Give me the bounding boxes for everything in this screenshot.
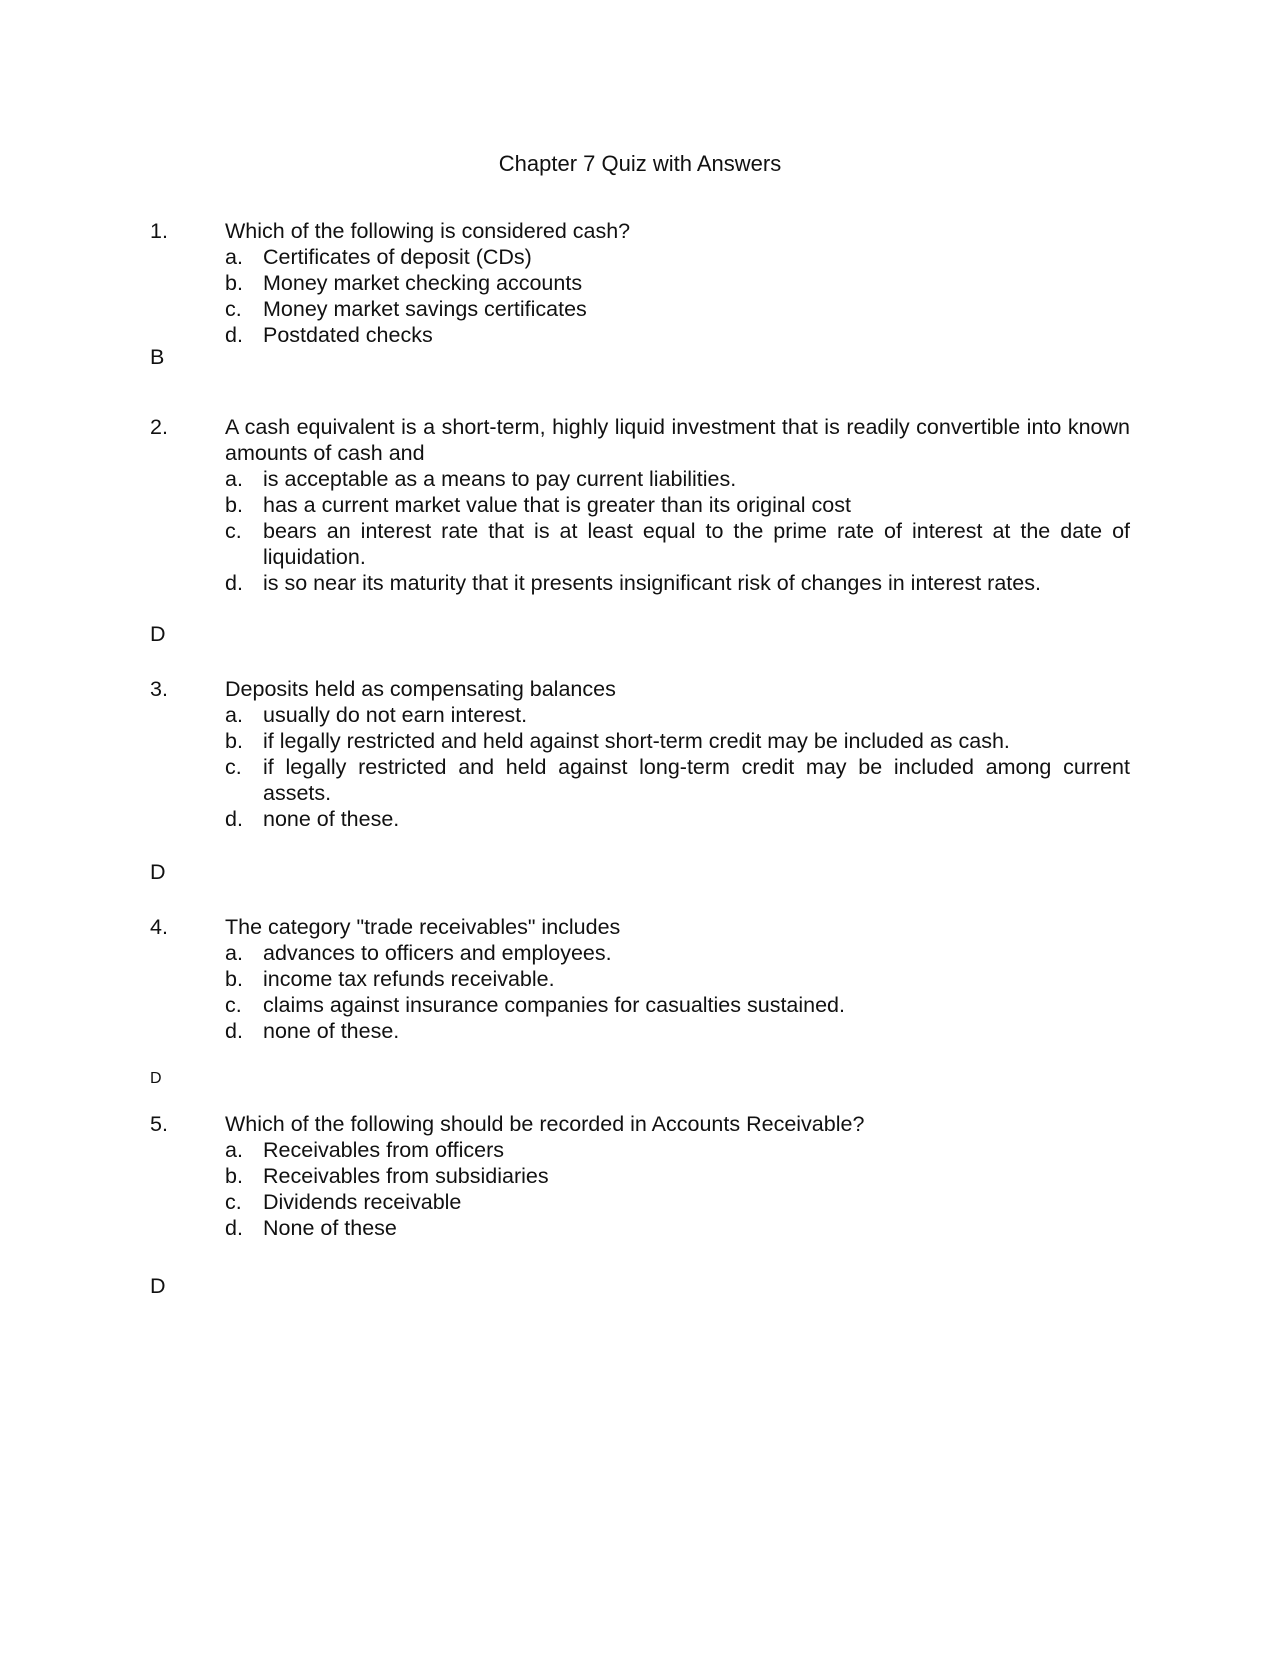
option-d: [225, 1018, 1130, 1044]
option-letter: b.: [225, 493, 243, 517]
option-letter: d.: [225, 807, 243, 831]
option-c: [225, 296, 1130, 322]
option-a: [225, 466, 1130, 492]
option-text: claims against insurance companies for casualties sustained.: [263, 993, 845, 1017]
option-b: [225, 966, 1130, 992]
question-stem: Deposits held as compensating balances: [225, 677, 616, 701]
question-4: [150, 914, 1130, 1044]
question-3: [150, 676, 1130, 832]
option-letter: b.: [225, 271, 243, 295]
question-header: [150, 914, 1130, 940]
answer-2: D: [150, 622, 166, 646]
option-b: [225, 1163, 1130, 1189]
option-d: [225, 1215, 1130, 1241]
option-c: [225, 992, 1130, 1018]
question-header: [150, 414, 1130, 466]
option-text: if legally restricted and held against long-term credit may be included among current assets.: [263, 755, 1130, 805]
option-text: advances to officers and employees.: [263, 941, 612, 965]
option-letter: a.: [225, 245, 243, 269]
option-letter: b.: [225, 729, 243, 753]
answer-5: D: [150, 1274, 166, 1298]
question-1: [150, 218, 1130, 348]
question-2: [150, 414, 1130, 596]
option-c: [225, 754, 1130, 806]
answer-3: D: [150, 860, 166, 884]
option-letter: a.: [225, 941, 243, 965]
option-text: none of these.: [263, 1019, 400, 1043]
option-d: [225, 322, 1130, 348]
option-text: if legally restricted and held against short-term credit may be included as cash.: [263, 729, 1010, 753]
option-letter: c.: [225, 519, 242, 543]
page-title: Chapter 7 Quiz with Answers: [498, 151, 782, 176]
question-stem: A cash equivalent is a short-term, highly liquid investment that is readily convertible into known amounts of cash and: [225, 415, 1130, 465]
option-text: bears an interest rate that is at least equal to the prime rate of interest at the date of liquidation.: [263, 519, 1130, 569]
question-stem: Which of the following should be recorded in Accounts Receivable?: [225, 1112, 865, 1136]
option-text: Money market savings certificates: [263, 297, 587, 321]
option-letter: c.: [225, 755, 242, 779]
option-text: usually do not earn interest.: [263, 703, 528, 727]
option-a: [225, 702, 1130, 728]
question-header: [150, 218, 1130, 244]
option-text: None of these: [263, 1216, 397, 1240]
option-text: Receivables from subsidiaries: [263, 1164, 549, 1188]
answer-1: B: [150, 345, 165, 369]
option-text: has a current market value that is greater than its original cost: [263, 493, 851, 517]
option-text: is so near its maturity that it presents insignificant risk of changes in interest rates.: [263, 571, 1041, 595]
option-text: Money market checking accounts: [263, 271, 583, 295]
question-number: 3.: [150, 677, 168, 701]
option-text: is acceptable as a means to pay current liabilities.: [263, 467, 737, 491]
option-letter: d.: [225, 1216, 243, 1240]
option-a: [225, 940, 1130, 966]
option-letter: c.: [225, 1190, 242, 1214]
question-number: 2.: [150, 415, 168, 439]
option-text: none of these.: [263, 807, 400, 831]
option-letter: b.: [225, 1164, 243, 1188]
option-text: Certificates of deposit (CDs): [263, 245, 532, 269]
option-b: [225, 492, 1130, 518]
answer-4: D: [150, 1070, 162, 1087]
option-letter: d.: [225, 1019, 243, 1043]
option-text: Receivables from officers: [263, 1138, 504, 1162]
question-stem: Which of the following is considered cash?: [225, 219, 631, 243]
option-d: [225, 570, 1130, 596]
question-header: [150, 676, 1130, 702]
question-number: 4.: [150, 915, 168, 939]
question-stem: The category "trade receivables" includes: [225, 915, 621, 939]
option-letter: c.: [225, 297, 242, 321]
option-letter: c.: [225, 993, 242, 1017]
option-letter: b.: [225, 967, 243, 991]
option-text: income tax refunds receivable.: [263, 967, 555, 991]
option-letter: d.: [225, 323, 243, 347]
option-letter: a.: [225, 1138, 243, 1162]
option-d: [225, 806, 1130, 832]
option-c: [225, 1189, 1130, 1215]
option-b: [225, 270, 1130, 296]
option-text: Dividends receivable: [263, 1190, 462, 1214]
option-a: [225, 1137, 1130, 1163]
question-header: [150, 1111, 1130, 1137]
option-b: [225, 728, 1130, 754]
option-c: [225, 518, 1130, 570]
option-letter: a.: [225, 703, 243, 727]
option-letter: d.: [225, 571, 243, 595]
option-text: Postdated checks: [263, 323, 433, 347]
option-a: [225, 244, 1130, 270]
option-letter: a.: [225, 467, 243, 491]
question-5: [150, 1111, 1130, 1241]
question-number: 1.: [150, 219, 168, 243]
question-number: 5.: [150, 1112, 168, 1136]
